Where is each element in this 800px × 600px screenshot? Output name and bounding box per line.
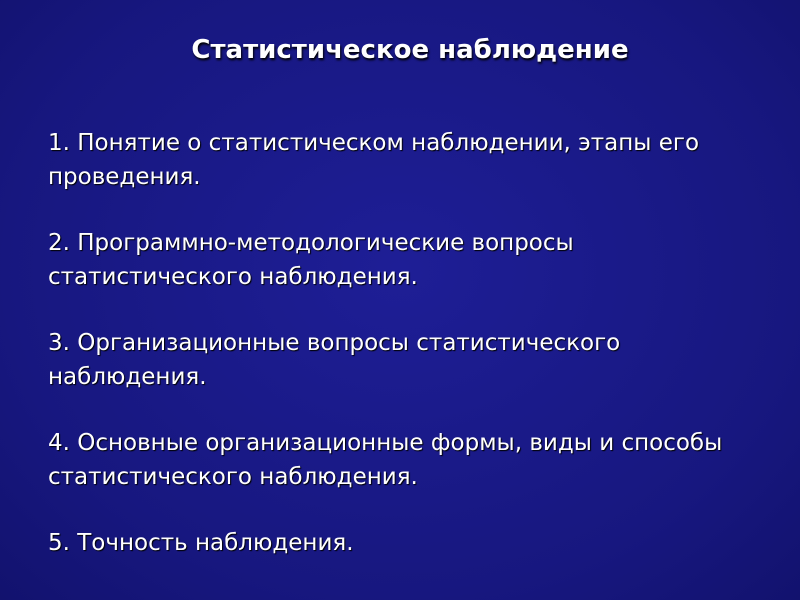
topic-item-1: 1. Понятие о статистическом наблюдении, этапы его проведения.: [48, 130, 700, 190]
slide-title: Статистическое наблюдение: [191, 35, 629, 65]
topic-list: [48, 126, 768, 592]
topic-item-4: 4. Основные организационные формы, виды и способы статистического наблюдения.: [48, 430, 723, 490]
topic-item-3: 3. Организационные вопросы статистического наблюдения.: [48, 330, 621, 390]
topic-item-2: 2. Программно-методологические вопросы статистического наблюдения.: [48, 230, 574, 290]
topic-item-5: 5. Точность наблюдения.: [48, 530, 354, 556]
